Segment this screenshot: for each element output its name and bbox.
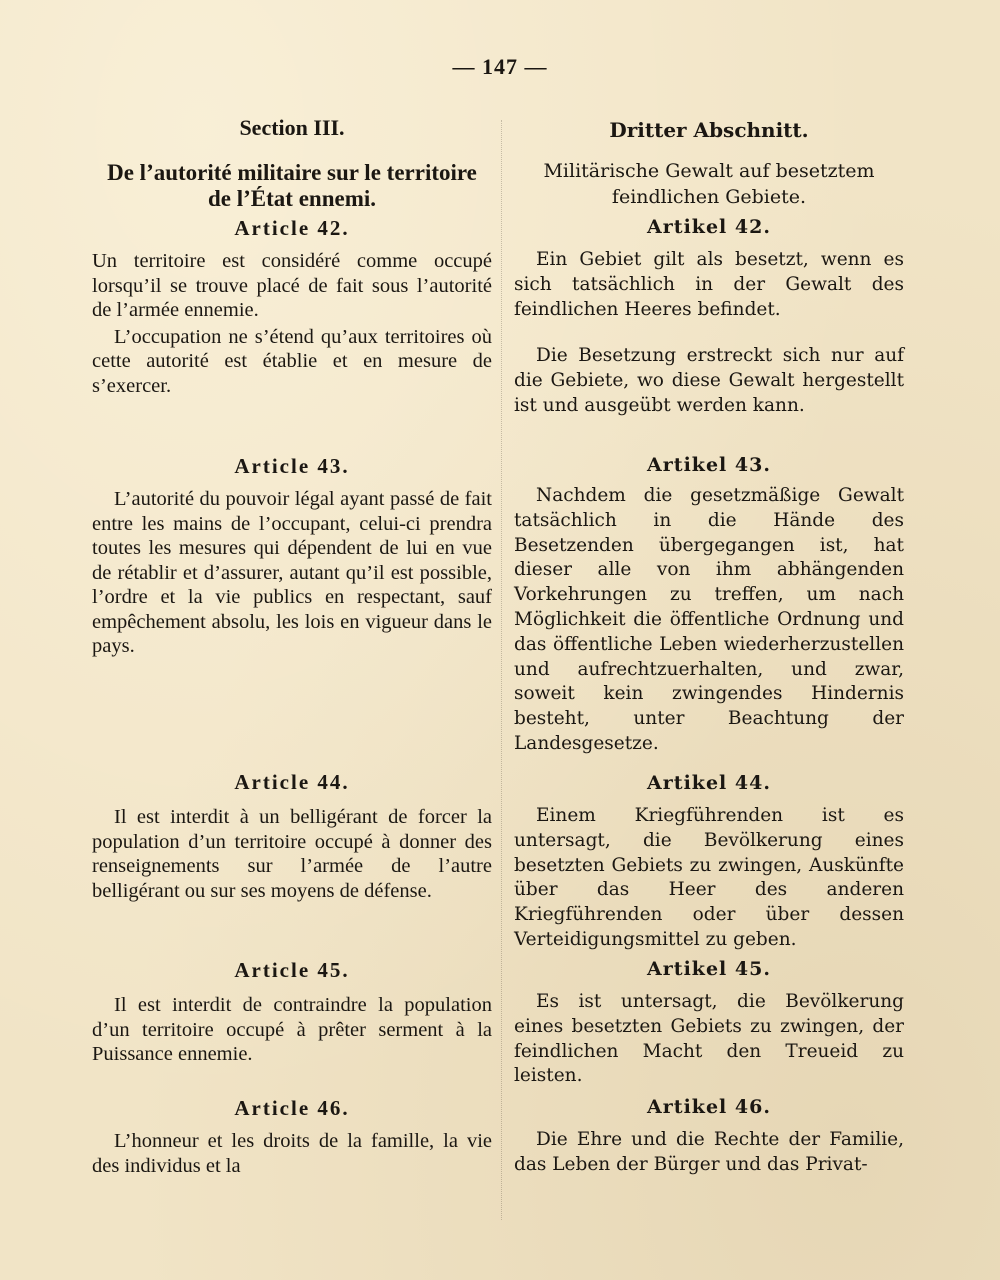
german-article-44	[514, 772, 904, 953]
french-section-subtitle: De l’autorité militaire sur le territoire de l’État ennemi.	[107, 160, 477, 211]
french-article-title: Article 46.	[234, 1096, 350, 1120]
french-paragraph: Il est interdit de contraindre la population d’un territoire occupé à prêter serment à la Puissance ennemie.	[92, 994, 492, 1065]
french-article-45	[92, 958, 492, 1067]
french-paragraph: Un territoire est considéré comme occupé lorsqu’il se trouve placé de fait sous l’autorité de l’armée ennemie.	[92, 250, 492, 321]
german-article-42	[514, 216, 904, 419]
german-paragraph: Einem Kriegführenden ist es untersagt, die Bevölkerung eines besetzten Gebiets zu zwingen, Auskünfte über das Heer des anderen Kriegführenden oder über dessen Verteidigungsmittel zu geben.	[514, 805, 904, 950]
german-paragraph: Es ist untersagt, die Bevölkerung eines besetzten Gebiets zu zwingen, der feindlichen Macht den Treueid zu leisten.	[514, 991, 904, 1087]
french-paragraph: L’autorité du pouvoir légal ayant passé de fait entre les mains de l’occupant, celui-ci prendra toutes les mesures qui dépendent de lui en vue de rétablir et d’assurer, autant qu’il est possible, l’ordre et la vie publics en respectant, sauf empêchement absolu, les lois en vigueur dans le pays.	[92, 488, 492, 657]
french-article-43	[92, 454, 492, 659]
french-article-title: Article 44.	[234, 770, 350, 794]
german-article-43	[514, 454, 904, 757]
german-article-title: Artikel 46.	[647, 1096, 771, 1118]
french-article-title: Article 45.	[234, 958, 350, 982]
column-divider	[501, 120, 503, 1220]
french-article-title: Article 43.	[234, 454, 350, 478]
german-paragraph: Die Besetzung erstreckt sich nur auf die Gebiete, wo diese Gewalt hergestellt ist und ausgeübt werden kann.	[514, 345, 904, 416]
german-article-title: Artikel 44.	[647, 772, 771, 794]
french-section-title: Section III.	[239, 115, 345, 140]
french-paragraph: Il est interdit à un belligérant de forcer la population d’un territoire occupé à donner des renseignements sur l’armée de l’autre belligérant ou sur ses moyens de défense.	[92, 806, 492, 902]
french-paragraph: L’honneur et les droits de la famille, la vie des individus et la	[92, 1130, 492, 1177]
french-article-42	[92, 216, 492, 398]
german-paragraph: Nachdem die gesetzmäßige Gewalt tatsächlich in die Hände des Besetzenden übergegangen ist, hat dieser alle von ihm abhängenden Vorkehrungen zu treffen, um nach Möglichkeit die öffentliche Ordnung und das öffentliche Leben wiederherzustellen und aufrechtzuerhalten, und zwar, soweit kein zwingendes Hindernis besteht, unter Beachtung der Landesgesetze.	[514, 485, 904, 754]
german-article-title: Artikel 42.	[647, 216, 771, 238]
german-paragraph: Die Ehre und die Rechte der Familie, das Leben der Bürger und das Privat-	[514, 1129, 904, 1175]
german-section-subtitle: Militärische Gewalt auf besetztem feindlichen Gebiete.	[543, 160, 875, 208]
page-number: — 147 —	[452, 54, 548, 79]
german-article-title: Artikel 43.	[647, 454, 771, 476]
german-section-title: Dritter Abschnitt.	[609, 118, 809, 142]
german-paragraph: Ein Gebiet gilt als besetzt, wenn es sich tatsächlich in der Gewalt des feindlichen Heeres befindet.	[514, 249, 904, 320]
german-article-46	[514, 1096, 904, 1178]
german-article-title: Artikel 45.	[647, 958, 771, 980]
french-article-44	[92, 770, 492, 903]
german-article-45	[514, 958, 904, 1089]
french-article-46	[92, 1096, 492, 1178]
french-paragraph: L’occupation ne s’étend qu’aux territoires où cette autorité est établie et en mesure de s’exercer.	[92, 325, 492, 397]
french-article-title: Article 42.	[234, 216, 350, 240]
